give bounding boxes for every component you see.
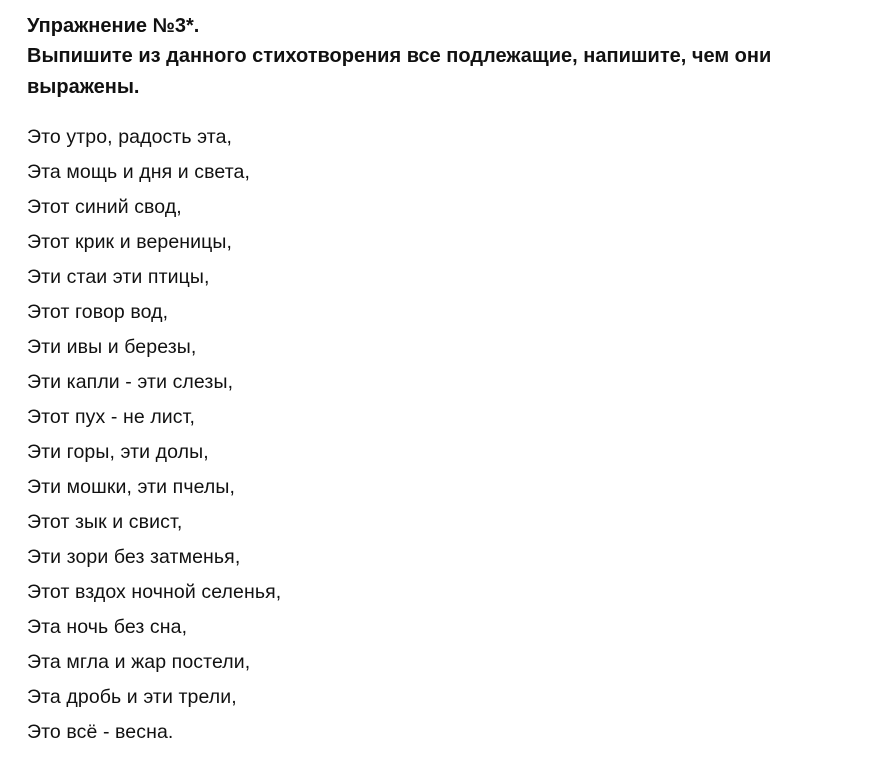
poem-line: Этот крик и вереницы,	[27, 231, 233, 253]
poem-line: Это всё - весна.	[27, 721, 174, 743]
poem-line: Эти стаи эти птицы,	[27, 266, 210, 288]
poem-line: Эти капли - эти слезы,	[27, 371, 234, 393]
poem-line: Этот говор вод,	[27, 301, 169, 323]
poem-line: Это утро, радость эта,	[27, 126, 233, 148]
poem-line: Эти горы, эти долы,	[27, 441, 209, 463]
exercise-task: Выпишите из данного стихотворения все подлежащие, напишите, чем они выражены.	[27, 45, 772, 98]
poem-line: Этот вздох ночной селенья,	[27, 581, 282, 603]
poem-line: Этот синий свод,	[27, 196, 182, 218]
poem-line: Эти зори без затменья,	[27, 546, 241, 568]
poem-line: Этот зык и свист,	[27, 511, 183, 533]
poem	[27, 120, 281, 750]
poem-line: Эта дробь и эти трели,	[27, 686, 237, 708]
poem-line: Эта мощь и дня и света,	[27, 161, 250, 183]
exercise-title: Упражнение №3*.	[27, 15, 200, 37]
poem-line: Эта мгла и жар постели,	[27, 651, 251, 673]
poem-line: Этот пух - не лист,	[27, 406, 196, 428]
poem-line: Эта ночь без сна,	[27, 616, 188, 638]
poem-line: Эти ивы и березы,	[27, 336, 197, 358]
poem-line: Эти мошки, эти пчелы,	[27, 476, 236, 498]
